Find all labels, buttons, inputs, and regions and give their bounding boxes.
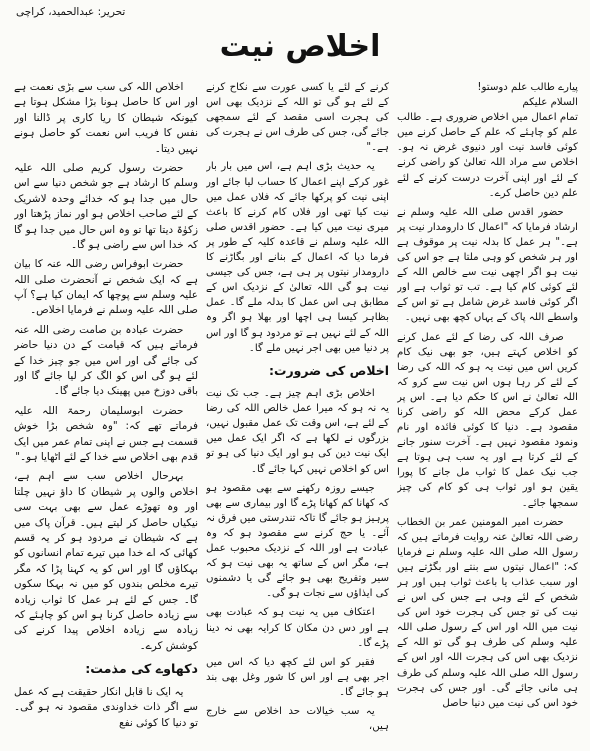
author-byline: تحریر: عبدالحمید، کراچی — [16, 6, 126, 18]
paragraph: حضرت عبادہ بن صامت رضی اللہ عنہ فرماتے ہیں کہ قیامت کے دن دنیا حاضر کی جائے گی اور اس میں جو چیز خدا کے لئے ہو گی اس کو الگ کر لیا جائے گا اور باقی دوزخ میں پھینک دیا جائے گا۔ — [14, 323, 198, 398]
paragraph: حضرت رسول کریم صلی اللہ علیہ وسلم کا ارشاد ہے جو شخص دنیا سے اس حال میں جدا ہو کہ خدائے وحدہ لاشریک کے لئے صاحب اخلاص ہو اور نماز پڑھتا اور زکوٰۃ دیتا تھا تو وہ اس حال میں جدا ہو گا کہ خدا اس سے راضی ہو گا۔ — [14, 161, 198, 251]
paragraph: صرف اللہ کی رضا کے لئے عمل کرنے کو اخلاص کہتے ہیں، جو بھی نیک کام کریں اس میں نیت یہ ہو کہ اللہ کی رضا کے لئے کر رہا ہوں اس نیت سے کرو کہ اللہ تعالیٰ نے اس کا حکم دیا ہے۔ اس پر عمل کرکے محض اللہ کو راضی کرنا مقصود ہے۔ دنیا کا کوئی فائدہ اور نام ونمود مقصود نہیں ہے۔ آخرت سنور جانے کے لئے کرتا ہے اور یہ سب ہی ہوتا ہے جب نیک عمل کا ثواب مل جانے کا پورا یقین ہو اور ثواب ہی کو کام کی چیز سمجھا جائے۔ — [397, 331, 578, 509]
paragraph: حضرت ابوسلیمان رحمۃ اللہ علیہ فرماتے تھے کہ: "وہ شخص بڑا خوش قسمت ہے جس نے اپنی تمام عمر میں ایک قدم بھی اخلاص سے خدا کے لئے اٹھایا ہو۔" — [14, 404, 198, 463]
paragraph: حضرت امیر المومنین عمر بن الخطاب رضی اللہ تعالیٰ عنہ روایت فرماتے ہیں کہ رسول اللہ صلی اللہ علیہ وسلم نے فرمایا کہ: "اعمال نیتوں سے بنتے اور بگڑتے ہیں اور سبب عذاب یا باعث ثواب ہیں اور ہر شخص کے لئے وہی ہے جس کی اس نے نیت کی تو جس کی ہجرت خود اس کی نیت میں اللہ اور اس کے رسول صلی اللہ علیہ وسلم کی طرف ہو گی تو اللہ کے نزدیک بھی اس کی ہجرت اللہ اور اس کے رسول اللہ صلی اللہ علیہ وسلم کی طرف ہی مانی جائے گی۔ اور جس کی ہجرت خود اس کی نیت میں دنیا حاصل — [397, 516, 578, 709]
paragraph: یہ حدیث بڑی اہم ہے، اس میں بار بار غور کرکے اپنے اعمال کا حساب لیا جائے اور اپنی نیت کو پرکھا جائے کہ فلاں عمل میں نیت کیا تھی اور فلاں کام کرنے کا باعث میری نیت میں کیا ہے۔ حضور اقدس صلی اللہ علیہ وسلم نے قاعدہ کلیہ کے طور پر فرما دیا کہ اعمال کے بنانے اور بگاڑنے کا دارومدار نیتوں پر ہی ہے، جس کی جیسی نیت ہو گی اللہ تعالیٰ کے نزدیک اس کے مطابق ہی اس عمل کا بدلہ ملے گا۔ عمل بظاہر کیسا ہی اچھا اور بھلا ہو اگر وہ اللہ کے لئے نہیں ہے تو مردود ہو گا اور اس پر دنیا میں بھی اجر نہیں ملے گا۔ — [206, 161, 389, 354]
paragraph: حضرت ابوفراس رضی اللہ عنہ کا بیان ہے کہ ایک شخص نے آنحضرت صلی اللہ علیہ وسلم سے پوچھا کہ ایمان کیا ہے؟ آپ صلی اللہ علیہ وسلم نے فرمایا اخلاص۔ — [14, 258, 198, 317]
paragraph: حضور اقدس صلی اللہ علیہ وسلم نے ارشاد فرمایا کہ "اعمال کا دارومدار نیت پر ہے۔" ہر عمل کا بدلہ نیت پر موقوف ہے اور ہر شخص کو وہی ملتا ہے جو اس کی نیت ہو اگر اچھی نیت سے خالص اللہ کے لئے کوئی کام کیا ہے۔ تب تو ثواب ہے اور اگر کوئی فاسد غرض شامل ہے تو اس کے واسطے اللہ پاک کے یہاں کچھ بھی نہیں۔ — [397, 206, 578, 324]
paragraph: اخلاص بڑی اہم چیز ہے۔ جب تک نیت یہ نہ ہو کہ میرا عمل خالص اللہ کی رضا کے لئے ہے، اس وقت تک عمل مقبول نہیں، بزرگوں نے لکھا ہے کہ اگر ایک عمل میں ایک نیت دین کی ہو اور ایک دنیا کی ہو تو اس کو اخلاص نہیں کہا جائے گا۔ — [206, 388, 389, 475]
paragraph: بہرحال اخلاص سب سے اہم ہے، اخلاص والوں پر شیطان کا داؤ نہیں چلتا اور وہ تھوڑے عمل سے بھی بہت سی نیکیاں حاصل کر لیتے ہیں۔ قرآن پاک میں ہے کہ شیطان نے مردود ہو کر یہ قسم کھائی کہ اے خدا میں تیرے تمام انسانوں کو بہکاؤں گا اور اس کو یہ کہنا پڑا کہ مگر تیرے مخلص بندوں کو میں نہ بہکا سکوں گا۔ جس کے لئے ہر عمل کا ثواب زیادہ سے زیادہ حاصل کرنا ہو اس کو چاہئے کہ زیادہ سے زیادہ اخلاص پیدا کرنے کی کوشش کرے۔ — [14, 470, 198, 652]
section-heading: اخلاص کی ضرورت: — [269, 362, 389, 378]
paragraph: جیسے روزہ رکھنے سے بھی مقصود ہو کہ کھانا کم کھانا پڑے گا اور بیماری سے بھی پرہیز ہو جائے گا تاکہ تندرستی میں فرق نہ آئے۔ یا حج کرنے سے مقصود ہو کہ وہ عبادت ہے اور اللہ کے نزدیک محبوب عمل ہے، مگر اس کے ساتھ یہ بھی نیت ہو کہ سیر وتفریح بھی ہو جائے گی یا دشمنوں کی ایذاؤں سے نجات ہو گی۔ — [206, 482, 389, 600]
column-right — [397, 80, 578, 746]
paragraph: یہ سب خیالات حد اخلاص سے خارج ہیں، — [206, 705, 389, 733]
article-title: اخلاص نیت — [219, 29, 381, 64]
paragraph: کرنے کے لئے یا کسی عورت سے نکاح کرنے کے لئے ہو گی تو اللہ کے نزدیک بھی اس کی ہجرت اسی مقصد کے لئے سمجھی جائے گی، جس کی طرف اس نے ہجرت کی ہے۔" — [206, 82, 389, 154]
paragraph: فقیر کو اس لئے کچھ دیا کہ اس میں اجر بھی ہے اور اس کا شور وغل بھی بند ہو جائے گا۔ — [206, 656, 389, 698]
section-heading: دکھاوے کی مذمت: — [85, 661, 198, 677]
paragraph: اخلاص اللہ کی سب سے بڑی نعمت ہے اور اس کا حاصل ہونا بڑا مشکل ہوتا ہے کیونکہ شیطان کا ریا کاری پر ڈالنا اور نفس کا فریب اس نعمت کو حاصل ہونے نہیں دیتا۔ — [14, 81, 198, 155]
paragraph: اعتکاف میں یہ نیت ہو کہ عبادت بھی ہے اور دس دن مکان کا کرایہ بھی نہ دینا پڑے گا۔ — [206, 607, 389, 649]
greeting-line: پیارے طالب علم دوستو! — [477, 82, 578, 93]
paragraph: یہ ایک نا قابل انکار حقیقت ہے کہ عمل سے اگر ذات خداوندی مقصود نہ ہو گی۔ تو دنیا کا کوئی نفع — [14, 685, 198, 729]
salutation-line: السلام علیکم — [522, 97, 578, 109]
column-middle — [206, 80, 389, 746]
column-left — [14, 80, 198, 746]
paragraph: تمام اعمال میں اخلاص ضروری ہے۔ طالب علم کو چاہئے کہ علم کے حاصل کرنے میں کوئی فاسد نیت اور دنیوی غرض نہ ہو۔ اخلاص سے مراد اللہ تعالیٰ کو راضی کرنے کے لئے اور اپنی آخرت درست کرنے کے لئے علم دین حاصل کرے۔ — [397, 112, 578, 199]
